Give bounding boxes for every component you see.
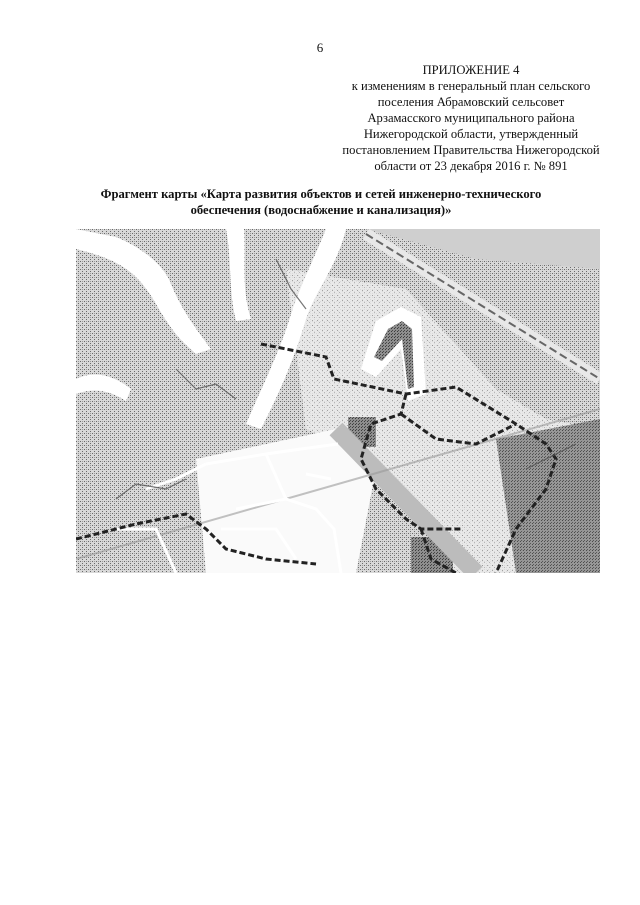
caption-line: обеспечения (водоснабжение и канализация)» — [190, 203, 452, 217]
map-image — [76, 229, 600, 573]
map-caption — [60, 186, 582, 218]
page-number: 6 — [316, 40, 324, 55]
caption-line: Фрагмент карты «Карта развития объектов и сетей инженерно-технического — [100, 187, 542, 201]
appendix-block — [318, 62, 624, 174]
appendix-title: ПРИЛОЖЕНИЕ 4 — [422, 63, 520, 77]
appendix-line: постановлением Правительства Нижегородской — [342, 143, 600, 157]
appendix-line: Нижегородской области, утвержденный — [363, 127, 579, 141]
map-fragment — [76, 229, 600, 573]
appendix-line: к изменениям в генеральный план сельского — [351, 79, 591, 93]
appendix-line: области от 23 декабря 2016 г. № 891 — [374, 159, 568, 173]
appendix-line: поселения Абрамовский сельсовет — [377, 95, 565, 109]
appendix-line: Арзамасского муниципального района — [367, 111, 575, 125]
